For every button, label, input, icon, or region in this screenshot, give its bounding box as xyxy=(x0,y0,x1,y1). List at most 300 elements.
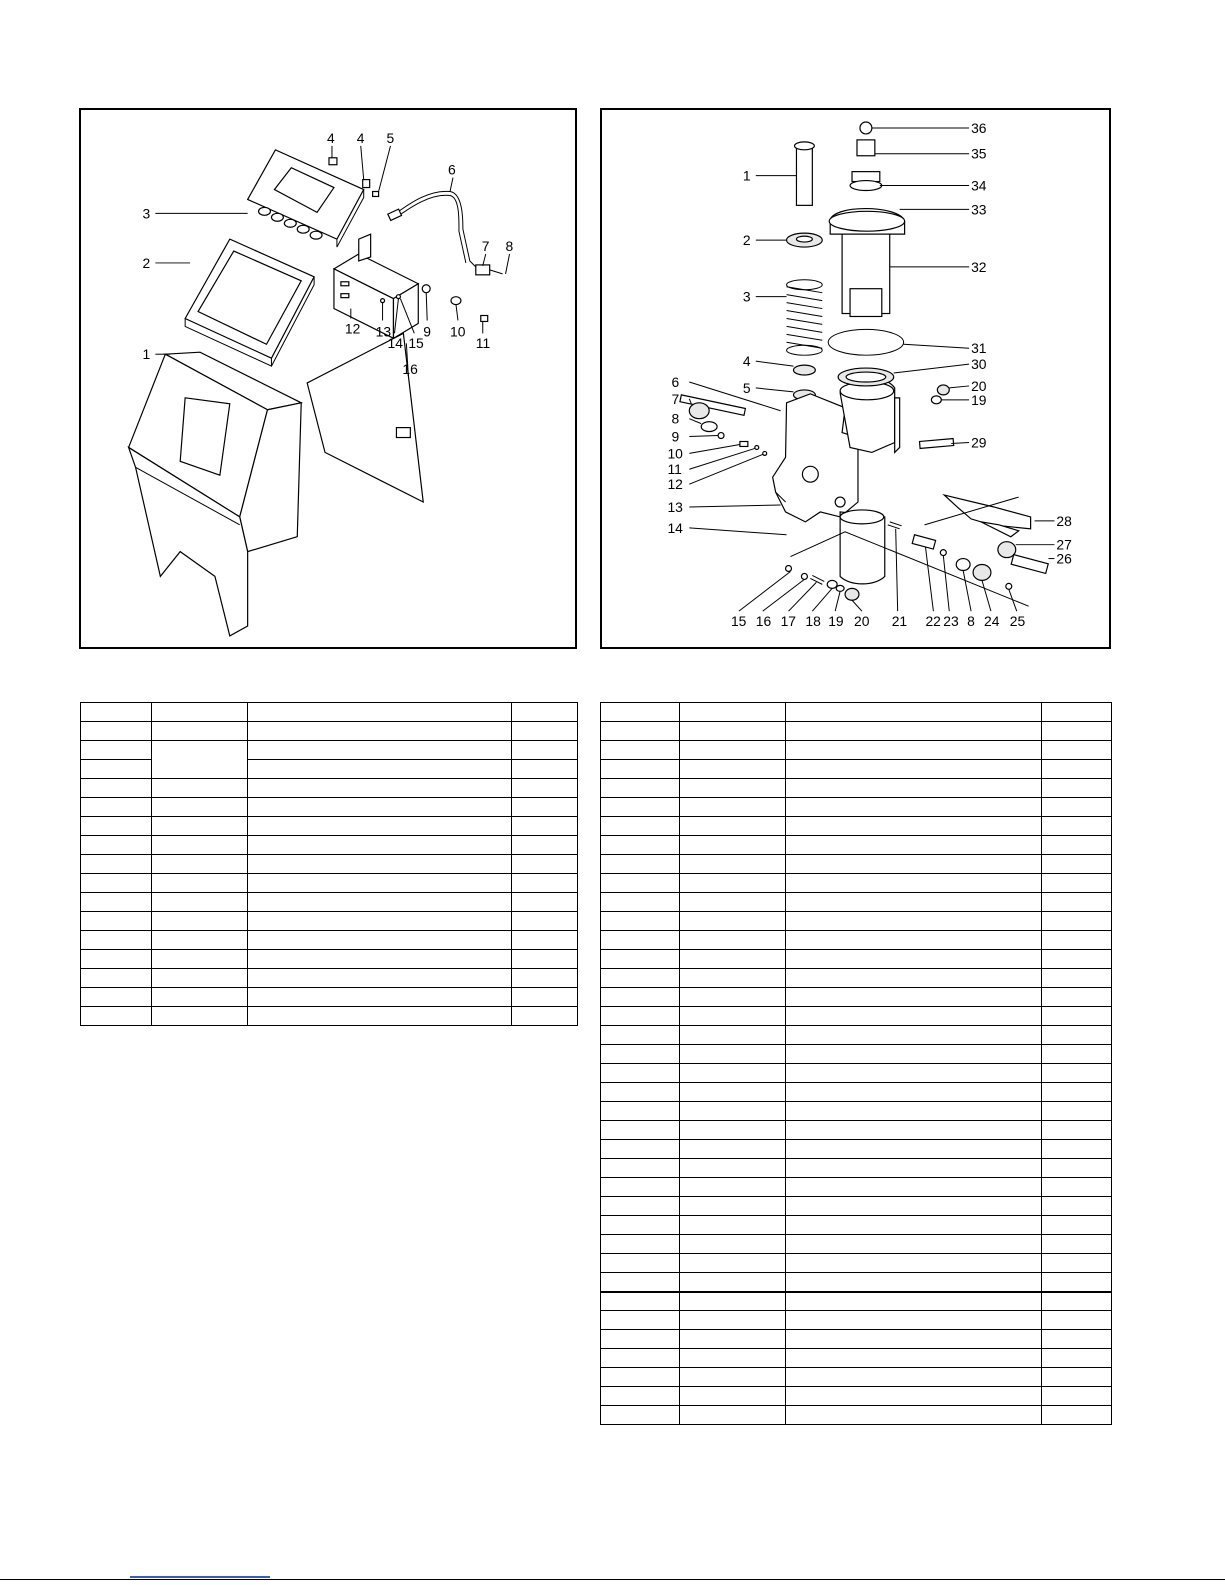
table-cell xyxy=(512,1007,578,1026)
table-cell xyxy=(680,722,786,741)
callout-9: 9 xyxy=(423,323,431,340)
bolt-11 xyxy=(481,316,488,322)
callout-12: 12 xyxy=(344,320,361,337)
table-row xyxy=(601,1178,1112,1197)
callout-16: 16 xyxy=(402,361,418,378)
spring-21 xyxy=(888,522,902,529)
table-cell xyxy=(512,817,578,836)
table-cell xyxy=(81,798,152,817)
table-cell xyxy=(786,1026,1042,1045)
table-cell xyxy=(680,1045,786,1064)
table-cell xyxy=(680,1406,786,1425)
table-cell xyxy=(1042,1273,1112,1292)
table-cell xyxy=(512,912,578,931)
table-row xyxy=(601,931,1112,950)
table-cell xyxy=(512,741,578,760)
table-cell xyxy=(786,1007,1042,1026)
table-cell xyxy=(680,836,786,855)
indicator-frame xyxy=(185,239,314,366)
table-cell xyxy=(1042,1178,1112,1197)
table-row xyxy=(601,1216,1112,1235)
pump-unit-drawing xyxy=(602,110,1109,647)
table-cell xyxy=(152,817,248,836)
nut-9 xyxy=(422,285,430,293)
table-cell xyxy=(680,760,786,779)
footer-rule xyxy=(0,1579,1225,1580)
table-cell xyxy=(786,1349,1042,1368)
table-cell xyxy=(81,1007,152,1026)
table-cell xyxy=(786,1140,1042,1159)
table-cell xyxy=(1042,1045,1112,1064)
callout-labels xyxy=(143,130,514,377)
table-cell xyxy=(680,1197,786,1216)
table-cell xyxy=(680,1007,786,1026)
table-cell xyxy=(1042,1330,1112,1349)
table-cell xyxy=(786,1121,1042,1140)
table-cell xyxy=(81,950,152,969)
table-row xyxy=(81,1007,578,1026)
fitting-20-top xyxy=(937,385,949,395)
table-cell xyxy=(680,1159,786,1178)
part-25 xyxy=(1006,583,1012,589)
table-row xyxy=(601,874,1112,893)
table-cell xyxy=(1042,817,1112,836)
callout-r21: 21 xyxy=(891,613,908,630)
table-cell xyxy=(786,1292,1042,1311)
table-cell xyxy=(601,817,680,836)
table-cell xyxy=(680,1368,786,1387)
table-cell xyxy=(248,1007,512,1026)
table-cell xyxy=(1042,1159,1112,1178)
part-16 xyxy=(801,573,807,579)
callout-7: 7 xyxy=(481,238,490,255)
table-row xyxy=(601,836,1112,855)
table-cell xyxy=(1042,1102,1112,1121)
callout-r19b: 19 xyxy=(971,391,987,408)
table-cell xyxy=(601,1273,680,1292)
table-row xyxy=(601,1102,1112,1121)
table-cell xyxy=(680,779,786,798)
callout-r14: 14 xyxy=(667,519,683,536)
table-cell xyxy=(786,1216,1042,1235)
table-row xyxy=(601,950,1112,969)
table-cell xyxy=(1042,836,1112,855)
table-cell xyxy=(786,912,1042,931)
table-cell xyxy=(786,1083,1042,1102)
table-cell xyxy=(786,1102,1042,1121)
table-cell xyxy=(152,703,248,722)
table-cell xyxy=(248,950,512,969)
callout-r9: 9 xyxy=(671,428,680,445)
connector-4b xyxy=(363,180,370,188)
table-cell xyxy=(786,988,1042,1007)
table-cell xyxy=(1042,1064,1112,1083)
table-cell xyxy=(601,1007,680,1026)
table-cell xyxy=(1042,741,1112,760)
table-row xyxy=(601,1387,1112,1406)
table-cell xyxy=(786,1178,1042,1197)
table-cell xyxy=(601,1159,680,1178)
table-cell xyxy=(601,912,680,931)
table-cell xyxy=(152,950,248,969)
callout-r36: 36 xyxy=(971,119,987,136)
table-cell xyxy=(1042,1026,1112,1045)
table-row xyxy=(601,1292,1112,1311)
washer-19-top xyxy=(931,396,941,404)
table-row xyxy=(601,912,1112,931)
table-row xyxy=(601,798,1112,817)
table-cell xyxy=(786,779,1042,798)
table-cell xyxy=(601,1064,680,1083)
table-cell xyxy=(1042,798,1112,817)
table-cell xyxy=(601,1406,680,1425)
callout-r26: 26 xyxy=(1056,550,1072,567)
callout-r33: 33 xyxy=(971,201,987,218)
table-cell xyxy=(601,969,680,988)
table-cell xyxy=(1042,779,1112,798)
table-cell xyxy=(601,760,680,779)
sleeve-rim xyxy=(794,142,814,150)
table-cell xyxy=(248,779,512,798)
table-cell xyxy=(152,988,248,1007)
table-cell xyxy=(680,988,786,1007)
table-cell xyxy=(601,1368,680,1387)
table-cell xyxy=(680,1311,786,1330)
table-cell xyxy=(601,741,680,760)
indicator-stand-drawing xyxy=(81,110,575,647)
callout-r31: 31 xyxy=(971,340,987,357)
table-cell xyxy=(786,1368,1042,1387)
table-cell xyxy=(680,1026,786,1045)
table-cell xyxy=(680,1330,786,1349)
table-cell xyxy=(152,855,248,874)
table-cell xyxy=(81,836,152,855)
table-cell xyxy=(512,855,578,874)
callout-r3: 3 xyxy=(742,288,751,305)
callout-2: 2 xyxy=(142,254,151,271)
footer-link-underline[interactable] xyxy=(130,1576,270,1578)
table-cell xyxy=(152,931,248,950)
table-row xyxy=(81,950,578,969)
table-cell xyxy=(81,931,152,950)
table-cell xyxy=(601,1254,680,1273)
ram-assembly xyxy=(829,122,904,316)
table-cell xyxy=(601,779,680,798)
callout-r1: 1 xyxy=(742,167,751,184)
callout-r28: 28 xyxy=(1056,512,1072,529)
callout-6: 6 xyxy=(448,161,456,178)
table-cell xyxy=(512,931,578,950)
table-cell xyxy=(248,912,512,931)
table-cell xyxy=(786,1406,1042,1425)
table-row xyxy=(601,1330,1112,1349)
pump-body xyxy=(773,379,900,584)
table-cell xyxy=(248,893,512,912)
table-cell xyxy=(680,1292,786,1311)
table-cell xyxy=(248,874,512,893)
table-cell xyxy=(680,950,786,969)
table-row xyxy=(81,988,578,1007)
callout-r27: 27 xyxy=(1056,536,1072,553)
table-cell xyxy=(680,1349,786,1368)
plug-7 xyxy=(689,403,709,419)
table-cell xyxy=(786,855,1042,874)
table-cell xyxy=(1042,874,1112,893)
table-row xyxy=(81,912,578,931)
table-cell xyxy=(1042,988,1112,1007)
callout-4a: 4 xyxy=(327,129,335,146)
table-row xyxy=(601,1273,1112,1292)
table-cell xyxy=(152,722,248,741)
table-row xyxy=(601,1197,1112,1216)
callout-r16: 16 xyxy=(755,613,772,630)
table-cell xyxy=(81,988,152,1007)
table-cell xyxy=(152,1007,248,1026)
callout-r32: 32 xyxy=(971,258,987,275)
callout-4b: 4 xyxy=(356,129,365,146)
table-cell xyxy=(1042,1349,1112,1368)
table-row xyxy=(601,1026,1112,1045)
callout-r34: 34 xyxy=(971,177,987,194)
table-cell xyxy=(601,950,680,969)
right-exploded-diagram xyxy=(600,108,1111,649)
table-cell xyxy=(152,912,248,931)
table-cell xyxy=(680,969,786,988)
table-cell xyxy=(786,893,1042,912)
table-row xyxy=(601,988,1112,1007)
table-cell xyxy=(786,703,1042,722)
table-cell xyxy=(680,1121,786,1140)
table-cell xyxy=(601,1140,680,1159)
table-cell xyxy=(1042,912,1112,931)
table-cell xyxy=(601,1102,680,1121)
table-cell xyxy=(601,703,680,722)
sensor-cable xyxy=(388,191,503,275)
table-cell xyxy=(152,798,248,817)
table-cell xyxy=(1042,1387,1112,1406)
table-cell xyxy=(680,741,786,760)
table-cell xyxy=(81,969,152,988)
table-cell xyxy=(512,950,578,969)
table-cell xyxy=(601,1083,680,1102)
table-row xyxy=(81,969,578,988)
table-cell xyxy=(248,798,512,817)
pin-14 xyxy=(396,295,400,299)
callout-r17: 17 xyxy=(780,613,797,630)
table-cell xyxy=(512,703,578,722)
table-cell xyxy=(1042,1007,1112,1026)
seal-2-inner xyxy=(796,236,812,242)
table-cell xyxy=(786,1064,1042,1083)
table-cell xyxy=(680,1235,786,1254)
table-row xyxy=(81,931,578,950)
table-row xyxy=(601,1064,1112,1083)
table-cell xyxy=(248,855,512,874)
table-cell xyxy=(601,798,680,817)
table-cell xyxy=(1042,893,1112,912)
table-cell xyxy=(786,874,1042,893)
table-cell xyxy=(601,722,680,741)
table-cell xyxy=(512,836,578,855)
table-row xyxy=(601,969,1112,988)
parts-table-left-body xyxy=(81,703,578,1026)
table-cell xyxy=(786,1254,1042,1273)
table-cell xyxy=(512,779,578,798)
callout-r30: 30 xyxy=(971,356,987,373)
table-cell xyxy=(601,1216,680,1235)
table-row xyxy=(601,1406,1112,1425)
callout-11: 11 xyxy=(475,335,491,352)
valve-22 xyxy=(912,535,935,549)
table-cell xyxy=(786,1235,1042,1254)
part-12 xyxy=(763,451,767,455)
table-cell xyxy=(786,722,1042,741)
table-cell xyxy=(248,817,512,836)
table-row xyxy=(601,1159,1112,1178)
callout-r11: 11 xyxy=(667,461,682,478)
callout-r4: 4 xyxy=(742,353,751,370)
callout-r22: 22 xyxy=(925,613,941,630)
table-cell xyxy=(680,874,786,893)
table-row xyxy=(601,1349,1112,1368)
table-cell xyxy=(512,969,578,988)
table-row xyxy=(81,874,578,893)
callout-r7: 7 xyxy=(671,390,680,407)
table-cell xyxy=(786,1311,1042,1330)
table-cell xyxy=(512,760,578,779)
callout-r19: 19 xyxy=(828,613,844,630)
table-cell xyxy=(512,874,578,893)
callout-r24: 24 xyxy=(983,613,1000,630)
table-row xyxy=(601,722,1112,741)
table-cell xyxy=(786,1330,1042,1349)
callout-8: 8 xyxy=(505,238,514,255)
callout-1: 1 xyxy=(142,346,151,363)
table-cell xyxy=(81,874,152,893)
spring-17 xyxy=(810,575,824,584)
ring-4 xyxy=(793,365,815,375)
table-cell xyxy=(152,969,248,988)
oring-8b xyxy=(956,559,970,571)
table-cell xyxy=(1042,1216,1112,1235)
table-row xyxy=(601,760,1112,779)
screw-5 xyxy=(373,192,379,197)
table-cell xyxy=(680,855,786,874)
table-cell xyxy=(786,741,1042,760)
table-cell xyxy=(81,817,152,836)
table-cell xyxy=(248,969,512,988)
table-cell xyxy=(1042,1311,1112,1330)
oring-8 xyxy=(701,422,717,432)
callout-r18: 18 xyxy=(805,613,821,630)
table-cell xyxy=(601,1387,680,1406)
table-cell xyxy=(1042,1292,1112,1311)
table-cell xyxy=(1042,950,1112,969)
pin-29 xyxy=(919,439,953,449)
part-10 xyxy=(740,442,748,447)
table-cell xyxy=(248,760,512,779)
table-row xyxy=(601,1121,1112,1140)
left-exploded-diagram xyxy=(79,108,577,649)
table-cell xyxy=(680,1254,786,1273)
callout-r15: 15 xyxy=(730,613,747,630)
table-row xyxy=(601,855,1112,874)
table-cell xyxy=(680,1387,786,1406)
table-row xyxy=(601,741,1112,760)
table-cell xyxy=(786,1273,1042,1292)
table-cell xyxy=(680,931,786,950)
part-23 xyxy=(940,550,946,556)
table-cell xyxy=(81,779,152,798)
table-row xyxy=(601,1140,1112,1159)
table-cell xyxy=(81,912,152,931)
callout-r20: 20 xyxy=(854,613,870,630)
table-cell xyxy=(601,1349,680,1368)
table-cell xyxy=(248,722,512,741)
table-cell xyxy=(680,1140,786,1159)
table-cell xyxy=(1042,1235,1112,1254)
table-row xyxy=(601,1007,1112,1026)
table-cell xyxy=(786,950,1042,969)
table-cell xyxy=(1042,703,1112,722)
table-cell xyxy=(152,874,248,893)
table-row xyxy=(601,893,1112,912)
table-row xyxy=(601,1311,1112,1330)
table-cell xyxy=(601,836,680,855)
parts-table-left xyxy=(80,702,578,1026)
table-cell xyxy=(248,931,512,950)
table-row xyxy=(81,703,578,722)
table-row xyxy=(81,836,578,855)
table-row xyxy=(81,779,578,798)
table-cell xyxy=(786,931,1042,950)
table-row xyxy=(601,1235,1112,1254)
oring-18 xyxy=(827,580,837,588)
table-cell xyxy=(601,1045,680,1064)
part-11 xyxy=(755,445,759,449)
table-cell xyxy=(601,1178,680,1197)
parts-table-right xyxy=(600,702,1112,1425)
callout-r10: 10 xyxy=(667,445,683,462)
table-cell xyxy=(1042,1197,1112,1216)
table-cell xyxy=(81,855,152,874)
plug-24 xyxy=(973,565,991,581)
table-row xyxy=(601,1254,1112,1273)
table-cell xyxy=(786,1197,1042,1216)
table-cell xyxy=(1042,1140,1112,1159)
table-cell xyxy=(248,988,512,1007)
pin-13 xyxy=(381,299,385,303)
table-cell xyxy=(680,912,786,931)
parts-table-right-body xyxy=(601,703,1112,1425)
callout-3: 3 xyxy=(142,205,151,222)
callout-r5: 5 xyxy=(742,379,751,396)
callout-5: 5 xyxy=(386,129,395,146)
table-cell xyxy=(680,1273,786,1292)
table-row xyxy=(601,817,1112,836)
table-row xyxy=(81,855,578,874)
table-cell xyxy=(1042,931,1112,950)
callout-r12: 12 xyxy=(667,476,683,493)
access-door xyxy=(307,333,423,502)
table-cell xyxy=(786,1045,1042,1064)
part-9 xyxy=(718,433,724,439)
table-cell xyxy=(152,893,248,912)
table-cell xyxy=(1042,1368,1112,1387)
table-cell xyxy=(786,798,1042,817)
washer-10 xyxy=(451,297,461,305)
table-row xyxy=(81,741,578,760)
